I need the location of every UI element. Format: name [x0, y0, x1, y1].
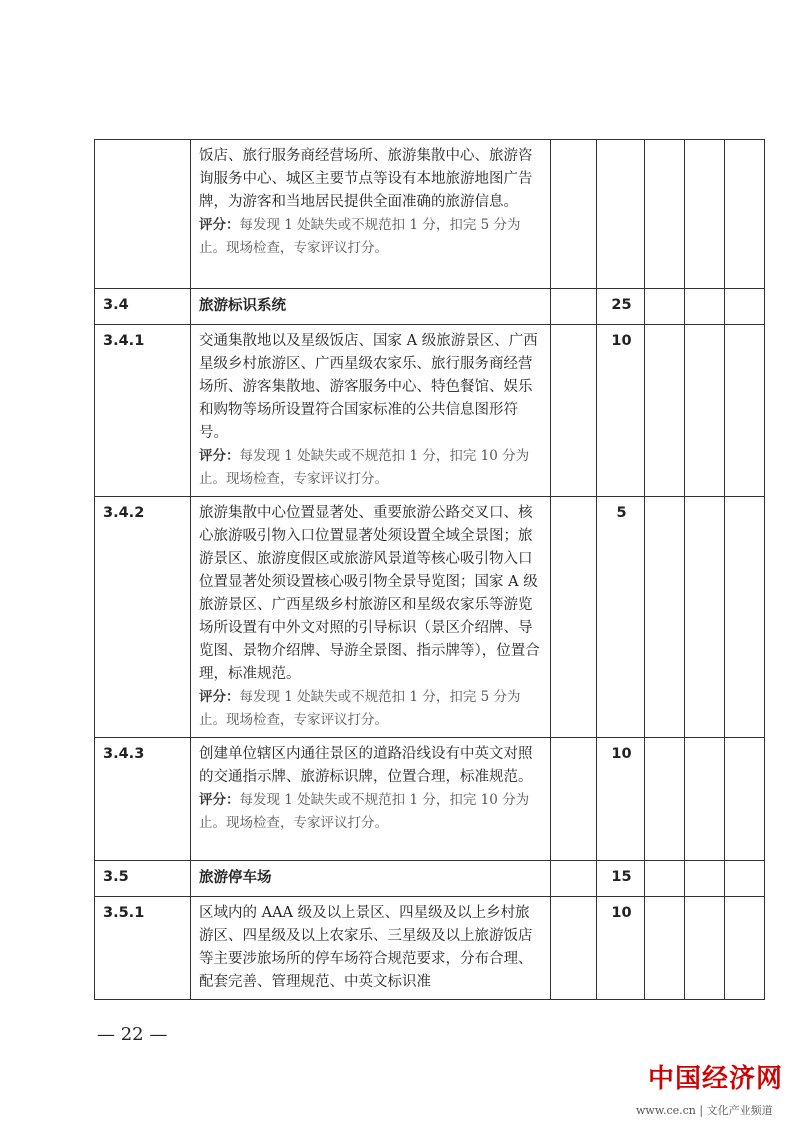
item-text: 交通集散地以及星级饭店、国家 A 级旅游景区、广西星级乡村旅游区、广西星级农家乐、旅行服务商经营场所、游客集散地、游客服务中心、特色餐馆、娱乐和购物等场所设置符合国家标准的公共信息图形符号。: [199, 333, 538, 441]
empty-cell: [725, 861, 765, 897]
empty-cell: [685, 897, 725, 1000]
scoring-rule: [199, 448, 529, 487]
evaluation-table: [94, 139, 765, 1000]
item-content: [191, 325, 551, 497]
empty-cell: [685, 140, 725, 289]
empty-cell: [725, 897, 765, 1000]
item-text: 区域内的 AAA 级及以上景区、四星级及以上乡村旅游区、四星级及以上农家乐、三星级及以上旅游饭店等主要涉旅场所的停车场符合规范要求，分布合理、配套完善、管理规范、中英文标识准: [191, 897, 551, 1000]
empty-cell: [551, 289, 597, 325]
table-row: [95, 140, 765, 289]
table-row: [95, 497, 765, 738]
empty-cell: [551, 861, 597, 897]
item-number: 3.5.1: [95, 897, 191, 1000]
item-number: 3.4: [95, 289, 191, 325]
item-score: 10: [597, 897, 645, 1000]
empty-cell: [551, 738, 597, 861]
empty-cell: [645, 738, 685, 861]
item-number: 3.4.2: [95, 497, 191, 738]
item-number: [95, 140, 191, 289]
watermark-caption: [636, 1102, 773, 1118]
empty-cell: [551, 325, 597, 497]
watermark-url: www.ce.cn: [636, 1104, 696, 1117]
table-row: [95, 325, 765, 497]
item-text: 旅游集散中心位置显著处、重要旅游公路交叉口、核心旅游吸引物入口位置显著处须设置全域全景图；旅游景区、旅游度假区或旅游风景道等核心吸引物入口位置显著处须设置核心吸引物全景导览图；国家 A 级旅游景区、广西星级乡村旅游区和星级农家乐等游览场所设置有中外文对照的引导标识（景区介绍牌、导览图、景物介绍牌、导游全景图、指示牌等），位置合理，标准规范。: [199, 505, 540, 682]
empty-cell: [645, 897, 685, 1000]
scoring-label: 评分：: [199, 448, 240, 464]
item-score: 10: [597, 738, 645, 861]
scoring-label: 评分：: [199, 217, 240, 233]
empty-cell: [725, 738, 765, 861]
empty-cell: [685, 861, 725, 897]
item-content: [191, 738, 551, 861]
table-row: [95, 289, 765, 325]
item-score: 25: [597, 289, 645, 325]
empty-cell: [551, 497, 597, 738]
empty-cell: [551, 140, 597, 289]
table-row: [95, 897, 765, 1000]
item-score: 15: [597, 861, 645, 897]
empty-cell: [645, 325, 685, 497]
empty-cell: [551, 897, 597, 1000]
empty-cell: [725, 497, 765, 738]
empty-cell: [725, 289, 765, 325]
item-score: [597, 140, 645, 289]
item-number: 3.4.3: [95, 738, 191, 861]
watermark-channel: 文化产业频道: [706, 1104, 773, 1117]
empty-cell: [685, 497, 725, 738]
watermark-logo: 中国经济网: [648, 1064, 784, 1094]
empty-cell: [685, 738, 725, 861]
item-number: 3.4.1: [95, 325, 191, 497]
empty-cell: [645, 289, 685, 325]
scoring-rule: [199, 689, 521, 728]
section-title: 旅游标识系统: [191, 289, 551, 325]
empty-cell: [645, 140, 685, 289]
page-number: — 22 —: [97, 1024, 168, 1045]
item-score: 10: [597, 325, 645, 497]
scoring-label: 评分：: [199, 689, 240, 705]
item-number: 3.5: [95, 861, 191, 897]
scoring-text: 每发现 1 处缺失或不规范扣 1 分，扣完 10 分为止。现场检查，专家评议打分。: [199, 792, 530, 831]
item-content: [191, 140, 551, 289]
scoring-rule: [199, 217, 521, 256]
scoring-rule: [199, 792, 529, 831]
item-text: 饭店、旅行服务商经营场所、旅游集散中心、旅游咨询服务中心、城区主要节点等设有本地旅游地图广告牌，为游客和当地居民提供全面准确的旅游信息。: [199, 148, 533, 210]
scoring-label: 评分：: [199, 792, 240, 808]
empty-cell: [645, 497, 685, 738]
table-row: [95, 738, 765, 861]
scoring-text: 每发现 1 处缺失或不规范扣 1 分，扣完 5 分为止。现场检查，专家评议打分。: [199, 689, 521, 728]
empty-cell: [725, 325, 765, 497]
empty-cell: [685, 325, 725, 497]
scoring-text: 每发现 1 处缺失或不规范扣 1 分，扣完 5 分为止。现场检查，专家评议打分。: [199, 217, 521, 256]
empty-cell: [685, 289, 725, 325]
scoring-text: 每发现 1 处缺失或不规范扣 1 分，扣完 10 分为止。现场检查，专家评议打分。: [199, 448, 530, 487]
item-text: 创建单位辖区内通往景区的道路沿线设有中英文对照的交通指示牌、旅游标识牌，位置合理，标准规范。: [199, 746, 533, 785]
item-content: [191, 497, 551, 738]
watermark-separator: |: [699, 1104, 704, 1117]
section-title: 旅游停车场: [191, 861, 551, 897]
item-score: 5: [597, 497, 645, 738]
empty-cell: [645, 861, 685, 897]
empty-cell: [725, 140, 765, 289]
table-row: [95, 861, 765, 897]
